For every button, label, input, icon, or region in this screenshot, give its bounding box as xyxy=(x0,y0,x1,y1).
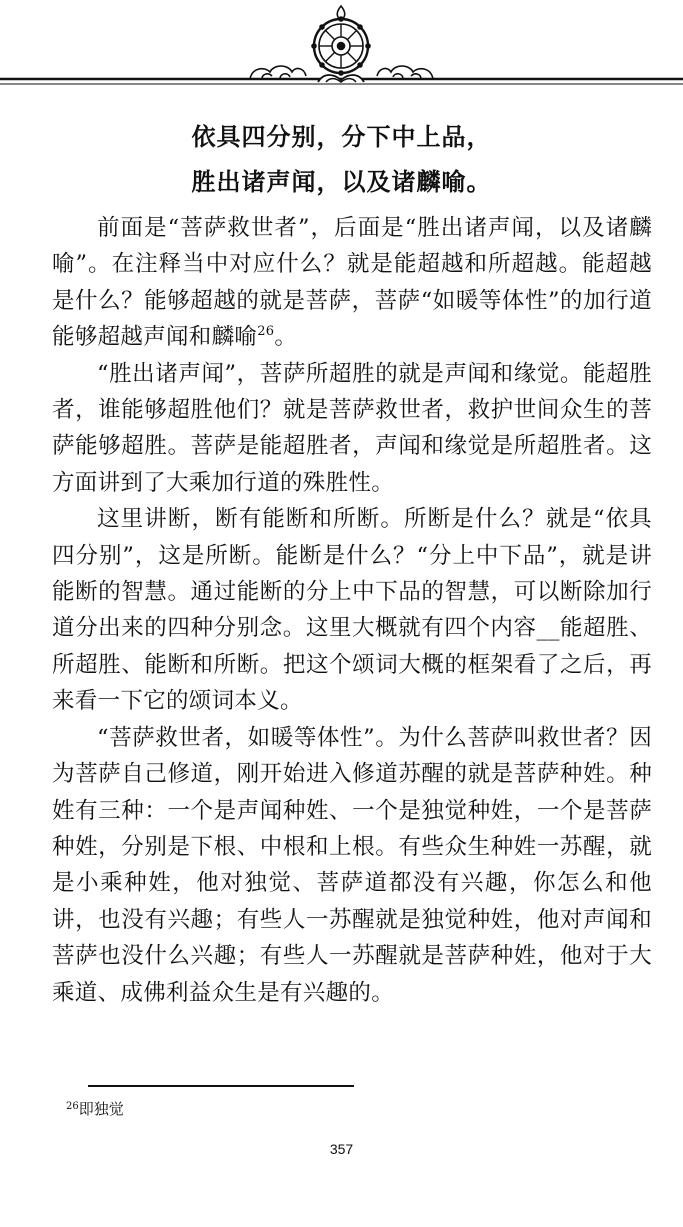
paragraph-1 xyxy=(52,210,652,356)
cloud-scroll-right-icon xyxy=(377,66,433,79)
footnote-mark: 26 xyxy=(66,1101,79,1112)
page-number: 357 xyxy=(329,1141,354,1157)
dharma-wheel-icon xyxy=(312,6,370,82)
footnote xyxy=(66,1098,124,1119)
paragraph-2: “胜出诸声闻”，菩萨所超胜的就是声闻和缘觉。能超胜者，谁能够超胜他们？就是菩萨救世者，救护世间众生的菩萨能够超胜。菩萨是能超胜者，声闻和缘觉是所超胜者。这方面讲到了大乘加行道的殊胜性。 xyxy=(52,360,652,496)
header-ornament xyxy=(0,0,683,100)
body-text xyxy=(52,210,652,1011)
cloud-scroll-left-icon xyxy=(250,66,306,79)
paragraph-1-end: 。 xyxy=(274,324,298,351)
footnote-divider xyxy=(88,1085,354,1087)
verse-line-1: 依具四分别，分下中上品， xyxy=(191,123,492,151)
paragraph-3: 这里讲断，断有能断和所断。所断是什么？就是“依具四分别”，这是所断。能断是什么？“分上中下品”，就是讲能断的智慧。通过能断的分上中下品的智慧，可以断除加行道分出来的四种分别念。这里大概就有四个内容__能超胜、所超胜、能断和所断。把这个颂词大概的框架看了之后，再来看一下它的颂词本义。 xyxy=(52,506,652,715)
verse-line-2: 胜出诸声闻，以及诸麟喻。 xyxy=(191,168,492,196)
footnote-ref-26: 26 xyxy=(257,324,275,340)
footnote-text: 即独觉 xyxy=(78,1100,124,1118)
paragraph-1-text: 前面是“菩萨救世者”，后面是“胜出诸声闻，以及诸麟喻”。在注释当中对应什么？就是能超越和所超越。能超越是什么？能够超越的就是菩萨，菩萨“如暖等体性”的加行道能够超越声闻和麟喻 xyxy=(52,215,652,351)
paragraph-4: “菩萨救世者，如暖等体性”。为什么菩萨叫救世者？因为菩萨自己修道，刚开始进入修道苏醒的就是菩萨种姓。种姓有三种：一个是声闻种姓、一个是独觉种姓，一个是菩萨种姓，分别是下根、中根和上根。有些众生种姓一苏醒，就是小乘种姓，他对独觉、菩萨道都没有兴趣，你怎么和他讲，也没有兴趣；有些人一苏醒就是独觉种姓，他对声闻和菩萨也没什么兴趣；有些人一苏醒就是菩萨种姓，他对于大乘道、成佛利益众生是有兴趣的。 xyxy=(52,724,652,1006)
